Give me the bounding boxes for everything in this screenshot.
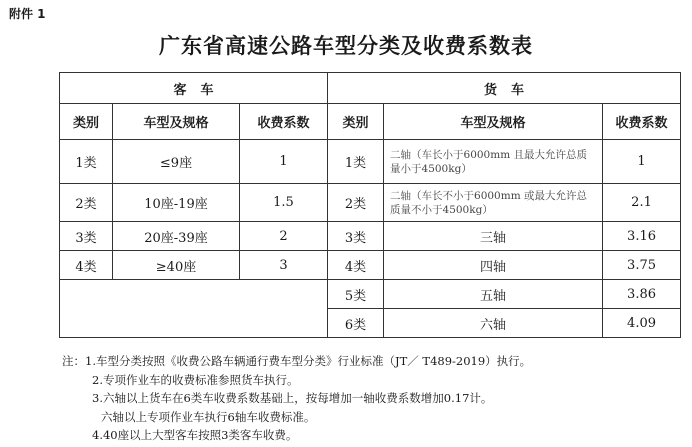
note-2: 2.专项作业车的收费标准参照货车执行。 <box>92 372 299 387</box>
freight-spec-cell: 三轴 <box>384 222 603 251</box>
note-4: 4.40座以上大型客车按照3类客车收费。 <box>92 428 298 442</box>
freight-category-cell: 5类 <box>328 280 384 309</box>
freight-coef-cell: 2.1 <box>603 184 681 222</box>
note-1: 注：1.车型分类按照《收费公路车辆通行费车型分类》行业标准（JT／ T489-2019）执行。 <box>62 354 532 368</box>
group-header-row <box>60 73 681 104</box>
column-header-row <box>60 104 681 140</box>
passenger-category-cell: 4类 <box>60 251 113 280</box>
passenger-coef-cell: 2 <box>240 222 328 251</box>
passenger-coef-cell: 1.5 <box>240 184 328 222</box>
note-3-continued: 六轴以上专项作业车执行6轴车收费标准。 <box>101 409 316 424</box>
table-row <box>60 280 681 309</box>
freight-category-cell: 1类 <box>328 140 384 184</box>
passenger-coef-cell: 1 <box>240 140 328 184</box>
freight-coef-cell: 3.86 <box>603 280 681 309</box>
table-row <box>60 251 681 280</box>
empty-passenger-cell <box>60 280 328 338</box>
freight-coef-cell: 4.09 <box>603 309 681 338</box>
table-notes <box>62 352 531 445</box>
passenger-coef-cell: 3 <box>240 251 328 280</box>
freight-coef-header: 收费系数 <box>603 104 681 140</box>
table-row <box>60 140 681 184</box>
passenger-category-cell: 1类 <box>60 140 113 184</box>
freight-category-cell: 2类 <box>328 184 384 222</box>
freight-category-cell: 6类 <box>328 309 384 338</box>
passenger-spec-cell: ≤9座 <box>113 140 240 184</box>
freight-spec-cell: 五轴 <box>384 280 603 309</box>
freight-spec-header: 车型及规格 <box>384 104 603 140</box>
freight-category-header: 类别 <box>328 104 384 140</box>
table-row <box>60 222 681 251</box>
freight-spec-cell: 二轴（车长不小于6000mm 或最大允许总质量不小于4500kg） <box>384 184 603 222</box>
freight-category-cell: 3类 <box>328 222 384 251</box>
passenger-spec-cell: 10座-19座 <box>113 184 240 222</box>
freight-spec-cell: 六轴 <box>384 309 603 338</box>
freight-spec-cell: 二轴（车长小于6000mm 且最大允许总质量小于4500kg） <box>384 140 603 184</box>
passenger-group-header: 客车 <box>60 73 328 104</box>
passenger-coef-header: 收费系数 <box>240 104 328 140</box>
document-title: 广东省高速公路车型分类及收费系数表 <box>159 33 533 58</box>
freight-coef-cell: 3.75 <box>603 251 681 280</box>
freight-spec-cell: 四轴 <box>384 251 603 280</box>
freight-coef-cell: 1 <box>603 140 681 184</box>
passenger-category-cell: 2类 <box>60 184 113 222</box>
freight-coef-cell: 3.16 <box>603 222 681 251</box>
freight-category-cell: 4类 <box>328 251 384 280</box>
freight-group-header: 货车 <box>328 73 681 104</box>
passenger-spec-cell: ≥40座 <box>113 251 240 280</box>
passenger-category-cell: 3类 <box>60 222 113 251</box>
table-row <box>60 184 681 222</box>
attachment-label: 附件 1 <box>9 7 46 21</box>
fee-coefficient-table <box>59 72 681 338</box>
note-3: 3.六轴以上货车在6类车收费系数基础上，按每增加一轴收费系数增加0.17计。 <box>92 391 493 405</box>
passenger-spec-header: 车型及规格 <box>113 104 240 140</box>
passenger-spec-cell: 20座-39座 <box>113 222 240 251</box>
passenger-category-header: 类别 <box>60 104 113 140</box>
